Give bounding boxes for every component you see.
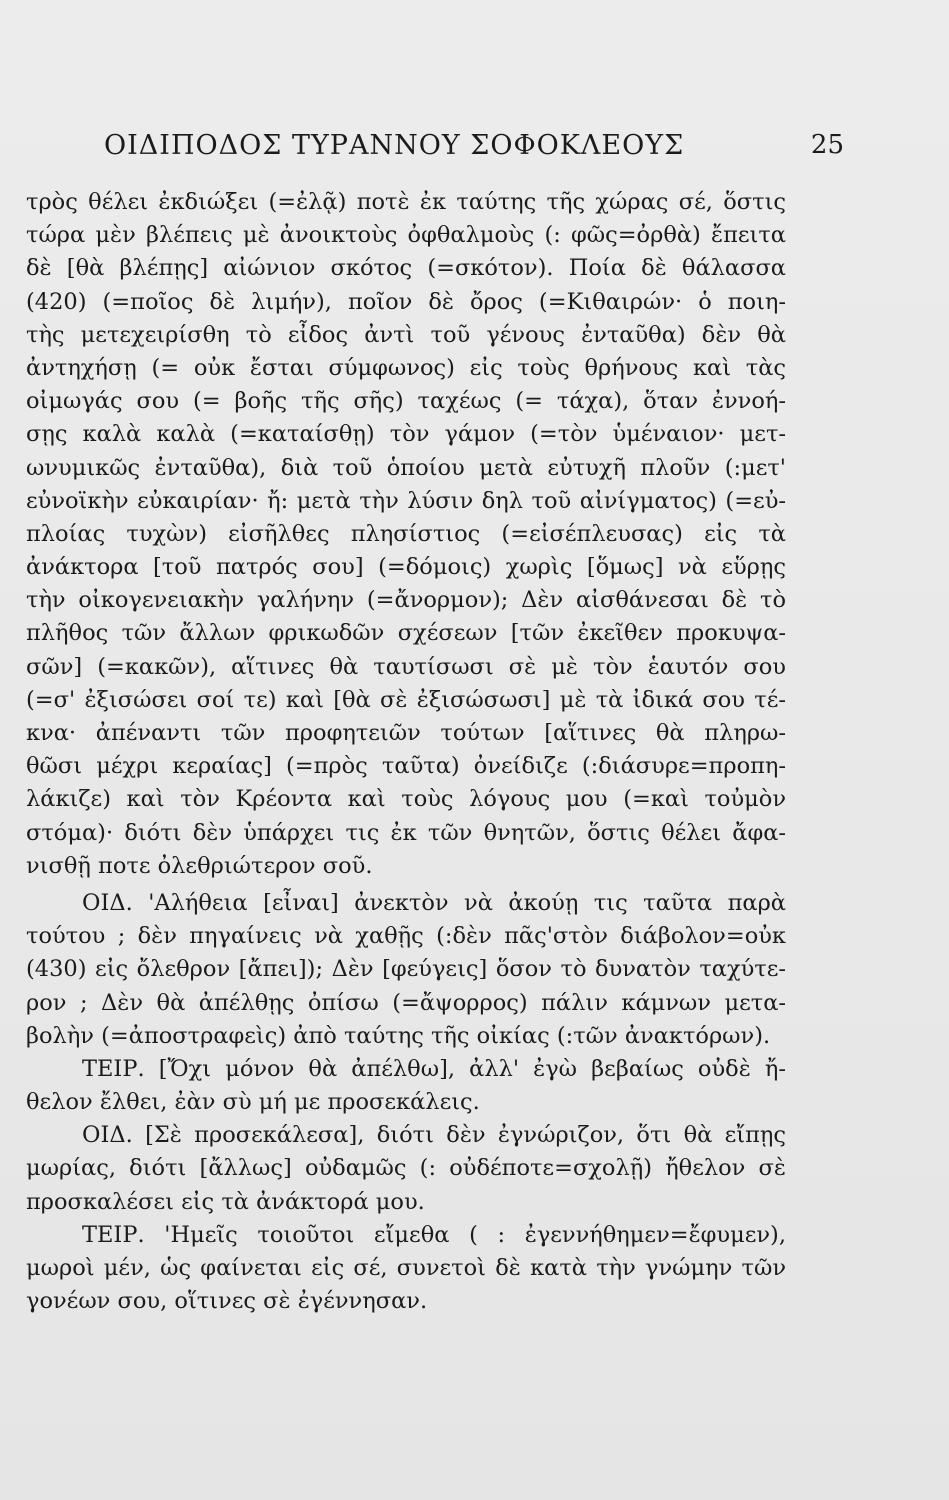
page-number: 25: [810, 130, 844, 160]
text-line: σῶν] (=κακῶν), αἵτινες θὰ ταυτίσωσι σὲ μὲ τὸν ἑαυτόν σου: [26, 653, 786, 680]
text-line: κνα· ἀπέναντι τῶν προφητειῶν τούτων [αἵτινες θὰ πληρω-: [26, 720, 786, 746]
text-line: εὐνοϊκὴν εὐκαιρίαν· ἤ: μετὰ τὴν λύσιν δηλ τοῦ αἰνίγματος) (=εὐ-: [26, 487, 786, 514]
text-line: πλῆθος τῶν ἄλλων φρικωδῶν σχέσεων [τῶν ἐκεῖθεν προκυψα-: [26, 620, 786, 647]
text-line: τώρα μὲν βλέπεις μὲ ἀνοικτοὺς ὀφθαλμοὺς (: φῶς=ὀρθὰ) ἔπειτα: [26, 222, 786, 249]
text-line: ωνυμικῶς ἐνταῦθα), διὰ τοῦ ὁποίου μετὰ εὐτυχῆ πλοῦν (:μετ': [26, 454, 786, 481]
text-line: βολὴν (=ἀποστραφεὶς) ἀπὸ ταύτης τῆς οἰκίας (:τῶν ἀνακτόρων).: [26, 1022, 771, 1049]
speaker-line-oid: ΟΙΔ. 'Αλήθεια [εἶναι] ἀνεκτὸν νὰ ἀκούῃ τις ταῦτα παρὰ: [82, 889, 786, 916]
speaker-line-teir: ΤΕΙΡ. 'Ημεῖς τοιοῦτοι εἴμεθα ( : ἐγεννήθημεν=ἔφυμεν),: [82, 1221, 786, 1248]
text-line: τρὸς θέλει ἐκδιώξει (=ἐλᾷ) ποτὲ ἐκ ταύτης τῆς χώρας σέ, ὅστις: [26, 189, 786, 215]
speaker-line-oid: ΟΙΔ. [Σὲ προσεκάλεσα], διότι δὲν ἐγνώριζον, ὅτι θὰ εἴπῃς: [82, 1122, 786, 1149]
page-header: [104, 130, 844, 170]
text-line: προσκαλέσει εἰς τὰ ἀνάκτορά μου.: [26, 1188, 425, 1215]
text-line: ἀνάκτορα [τοῦ πατρός σου] (=δόμοις) χωρὶς [ὅμως] νὰ εὕρῃς: [26, 554, 786, 581]
text-line: πλοίας τυχὼν) εἰσῆλθες πλησίστιος (=εἰσέπλευσας) εἰς τὰ: [26, 520, 786, 547]
text-line: μωροὶ μέν, ὡς φαίνεται εἰς σέ, συνετοὶ δὲ κατὰ τὴν γνώμην τῶν: [26, 1255, 786, 1281]
running-title: ΟΙΔΙΠΟΔΟΣ ΤΥΡΑΝΝΟΥ ΣΟΦΟΚΛΕΟΥΣ: [104, 130, 685, 161]
text-line: οἰμωγάς σου (= βοῆς τῆς σῆς) ταχέως (= τάχα), ὅταν ἐννοή-: [26, 388, 786, 415]
text-line: στόμα)· διότι δὲν ὑπάρχει τις ἐκ τῶν θνητῶν, ὅστις θέλει ἄφα-: [26, 819, 786, 846]
speaker-line-teir: ΤΕΙΡ. [Ὄχι μόνον θὰ ἀπέλθω], ἀλλ' ἐγὼ βεβαίως οὐδὲ ἤ-: [82, 1055, 786, 1082]
text-line: ἀντηχήσῃ (= οὐκ ἔσται σύμφωνος) εἰς τοὺς θρήνους καὶ τὰς: [26, 354, 786, 381]
text-line: μωρίας, διότι [ἄλλως] οὐδαμῶς (: οὐδέποτε=σχολῇ) ἤθελον σὲ: [26, 1155, 786, 1182]
text-line: τὴν οἰκογενειακὴν γαλήνην (=ἄνορμον); Δὲν αἰσθάνεσαι δὲ τὸ: [26, 587, 786, 614]
text-line: (=σ' ἐξισώσει σοί τε) καὶ [θὰ σὲ ἐξισώσωσι] μὲ τὰ ἰδικά σου τέ-: [26, 686, 786, 713]
body-text: [26, 186, 786, 1318]
text-line: δὲ [θὰ βλέπῃς] αἰώνιον σκότος (=σκότον). Ποία δὲ θάλασσα: [26, 255, 786, 282]
text-line: λάκιζε) καὶ τὸν Κρέοντα καὶ τοὺς λόγους μου (=καὶ τοὐμὸν: [26, 786, 786, 813]
text-line: νισθῇ ποτε ὀλεθριώτερον σοῦ.: [26, 852, 373, 879]
text-line: ρον ; Δὲν θὰ ἀπέλθῃς ὀπίσω (=ἄψορρος) πάλιν κάμνων μετα-: [26, 989, 786, 1016]
text-line: σῃς καλὰ καλὰ (=καταίσθῃ) τὸν γάμον (=τὸν ὑμέναιον· μετ-: [26, 421, 786, 448]
text-line: τούτου ; δὲν πηγαίνεις νὰ χαθῇς (:δὲν πᾶς'στὸν διάβολον=οὐκ: [26, 923, 786, 950]
text-line: (430) εἰς ὄλεθρον [ἄπει]); Δὲν [φεύγεις] ὅσον τὸ δυνατὸν ταχύτε-: [26, 956, 786, 983]
text-line: γονέων σου, οἵτινες σὲ ἐγέννησαν.: [26, 1288, 428, 1315]
text-line: θῶσι μέχρι κεραίας] (=πρὸς ταῦτα) ὀνείδιζε (:διάσυρε=προπη-: [26, 753, 786, 780]
text-line: τὴς μετεχειρίσθη τὸ εἶδος ἀντὶ τοῦ γένους ἐνταῦθα) δὲν θὰ: [26, 321, 786, 348]
text-line: θελον ἔλθει, ἐὰν σὺ μή με προσεκάλεις.: [26, 1089, 480, 1116]
text-line: (420) (=ποῖος δὲ λιμήν), ποῖον δὲ ὄρος (=Κιθαιρών· ὁ ποιη-: [26, 288, 786, 315]
